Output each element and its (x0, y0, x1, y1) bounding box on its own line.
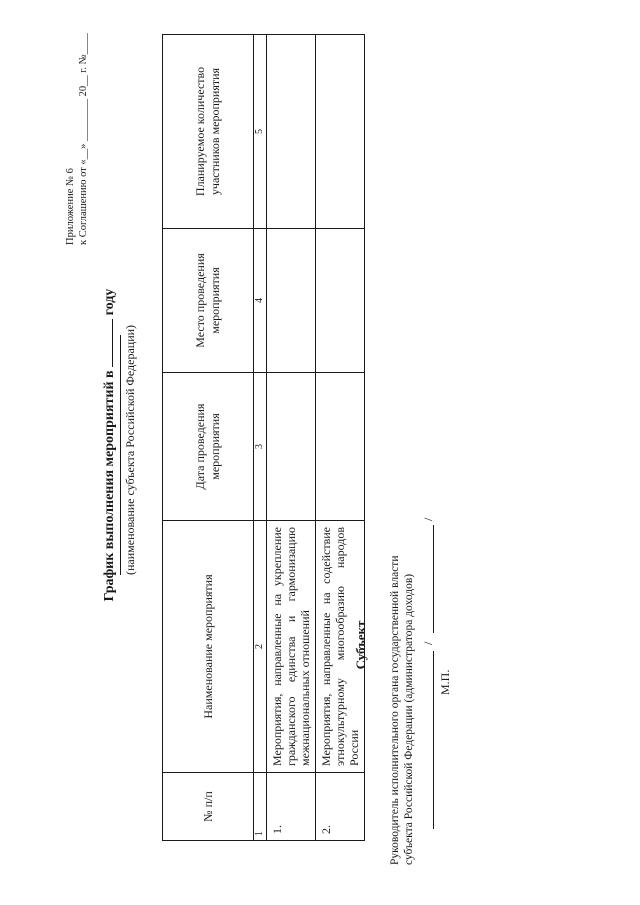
column-number-row (254, 35, 267, 841)
signatory-position-line: Руководитель исполнительного органа государственной власти (389, 555, 401, 865)
signatory-position (388, 365, 416, 865)
appendix-number: Приложение № 6 (65, 168, 76, 245)
document-title-text: График выполнения мероприятий в (102, 370, 117, 602)
header-event-date: Дата проведения мероприятия (163, 373, 254, 521)
agreement-reference: к Соглашению от «__» ________ 20__ г. №____ (78, 33, 89, 245)
row-participants[interactable] (316, 35, 365, 229)
column-number: 3 (254, 373, 267, 521)
row-event-date[interactable] (316, 373, 365, 521)
signature-row (416, 481, 436, 841)
stamp-placeholder: М.П. (438, 669, 452, 695)
signature-line[interactable] (433, 651, 434, 829)
row-number: 1. (267, 773, 316, 841)
row-event-place[interactable] (267, 229, 316, 373)
table-row (316, 35, 365, 841)
column-number: 1 (254, 773, 267, 841)
header-participants: Планируемое количество участников мероприятия (163, 35, 254, 229)
header-event-name: Наименование мероприятия (163, 521, 254, 773)
row-event-date[interactable] (267, 373, 316, 521)
signature-separator: / (421, 517, 435, 521)
subject-name-caption: (наименование субъекта Российской Федерации) (120, 335, 138, 575)
row-number: 2. (316, 773, 365, 841)
column-number: 5 (254, 35, 267, 229)
appendix-note (64, 25, 90, 245)
row-participants[interactable] (267, 35, 316, 229)
signature-name-line[interactable] (433, 525, 434, 633)
document-title-suffix: году (102, 288, 117, 316)
signatory-position-line: субъекта Российской Федерации (администратора доходов) (403, 573, 415, 865)
signature-separator: / (421, 641, 435, 645)
table-row (267, 35, 316, 841)
column-number: 4 (254, 229, 267, 373)
column-number: 2 (254, 521, 267, 773)
year-fill-line (100, 319, 113, 367)
row-event-name: Мероприятия, направленные на укрепление гражданского единства и гармонизацию межнациональных отношений (267, 521, 316, 773)
events-table (162, 34, 365, 841)
row-event-place[interactable] (316, 229, 365, 373)
row-event-name: Мероприятия, направленные на содействие этнокультурному многообразию народов России (316, 521, 365, 773)
subject-heading: Субъект (353, 620, 368, 670)
header-event-place: Место проведения мероприятия (163, 229, 254, 373)
header-number: № п/п (163, 773, 254, 841)
table-header-row (163, 35, 254, 841)
document-title (100, 165, 118, 725)
